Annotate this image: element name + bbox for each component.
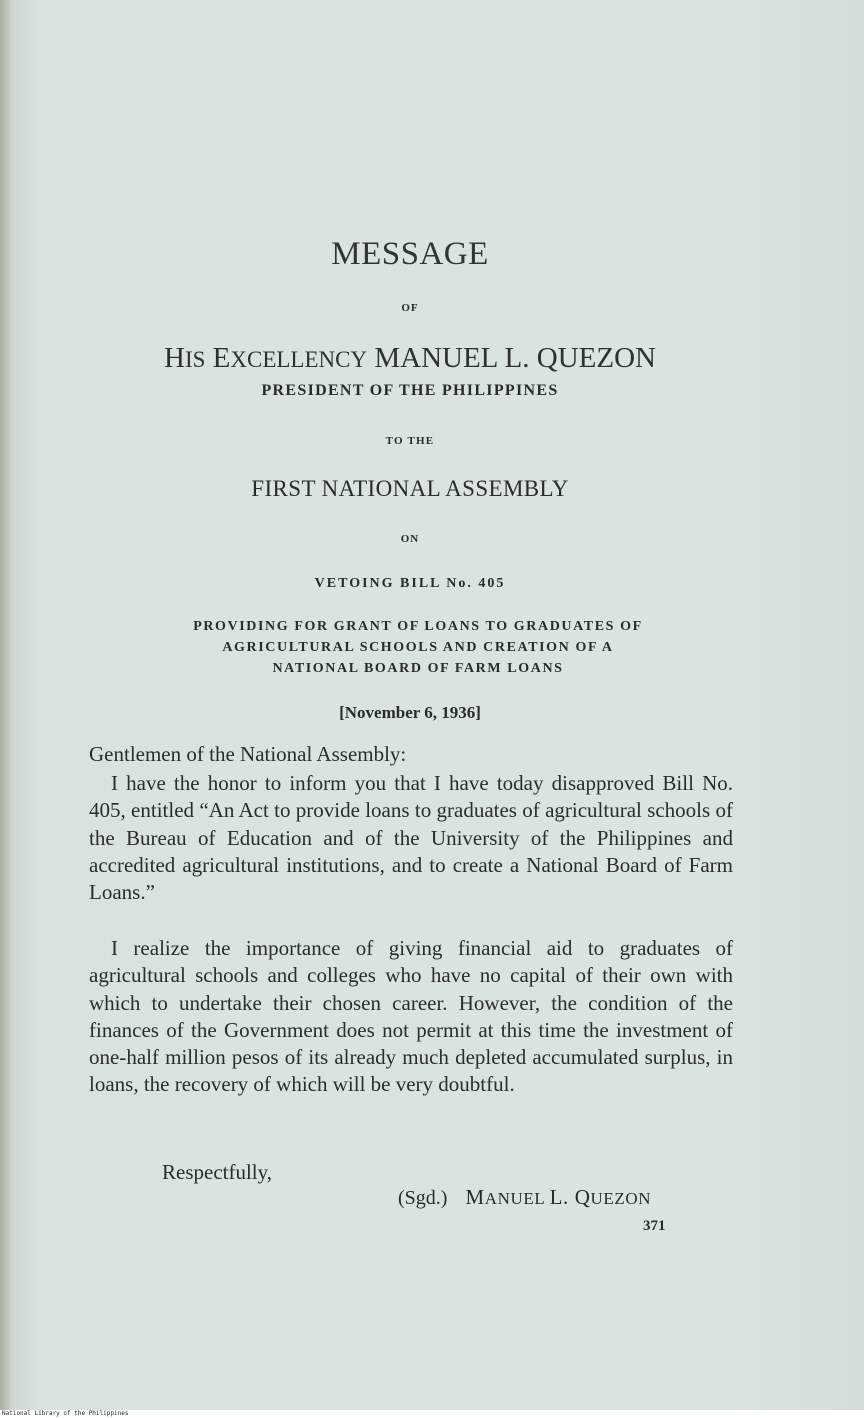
footer-credit: National Library of the Philippines xyxy=(2,1410,129,1417)
assembly-title: FIRST NATIONAL ASSEMBLY xyxy=(251,476,569,501)
page-number: 371 xyxy=(643,1218,666,1234)
paragraph-2: I realize the importance of giving financial aid to graduates of agricultural schools and colleges who have no capital of their own with which to undertake their chosen career. However, the condition of the finances of the Government does not permit at this time the investment of one-half million pesos of its already much depleted accumulated surplus, in loans, the recovery of which will be very doubtful. xyxy=(89,936,733,1097)
bill-title: VETOING BILL No. 405 xyxy=(314,576,506,591)
bill-subject-line: PROVIDING FOR GRANT OF LOANS TO GRADUATES OF xyxy=(193,619,643,634)
excellency-prefix: HIS EXCELLENCY xyxy=(164,342,368,374)
salutation: Gentlemen of the National Assembly: xyxy=(89,742,407,766)
footer-bar xyxy=(0,1410,864,1418)
to-the-label: TO THE xyxy=(385,435,435,447)
bill-subject-line: AGRICULTURAL SCHOOLS AND CREATION OF A xyxy=(222,640,614,655)
bill-subject xyxy=(0,616,836,679)
excellency-line xyxy=(0,342,820,375)
document-title: MESSAGE xyxy=(331,236,489,272)
paragraph-1: I have the honor to inform you that I have today disapproved Bill No. 405, entitled “An Act to provide loans to graduates of agricultural schools of the Bureau of Education and of the University of the Philippines and accredited agricultural institutions, and to create a National Board of Farm Loans.” xyxy=(89,771,733,905)
president-name: MANUEL L. QUEZON xyxy=(374,342,656,374)
president-title: PRESIDENT OF THE PHILIPPINES xyxy=(261,382,559,399)
signed-marker: (Sgd.) xyxy=(398,1187,448,1209)
on-label: ON xyxy=(400,533,420,545)
of-label: OF xyxy=(401,302,419,314)
bill-subject-line: NATIONAL BOARD OF FARM LOANS xyxy=(272,661,564,676)
signatory-name: MANUEL L. QUEZON xyxy=(465,1185,652,1209)
message-date: [November 6, 1936] xyxy=(339,703,481,722)
signature-line xyxy=(398,1185,651,1210)
closing: Respectfully, xyxy=(162,1160,273,1184)
